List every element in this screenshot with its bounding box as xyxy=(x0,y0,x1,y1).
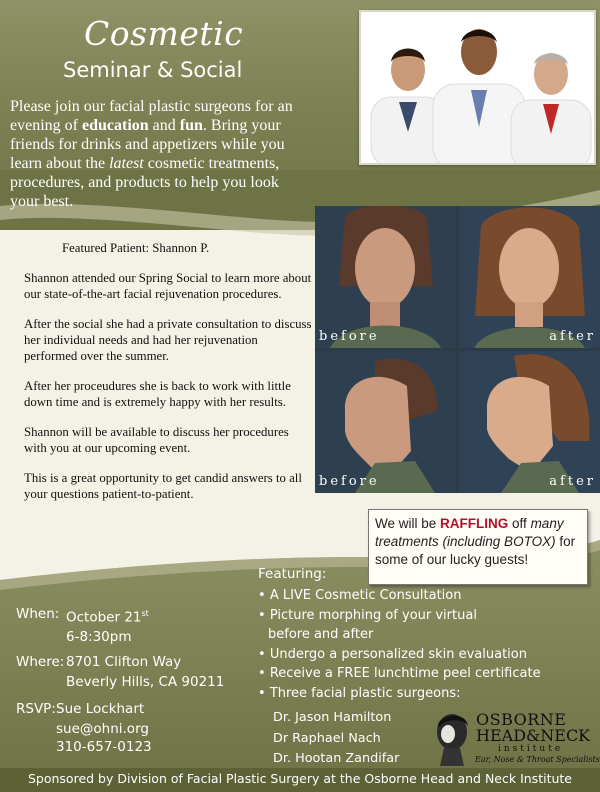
event-time: 6-8:30pm xyxy=(66,629,132,645)
feature-text: Receive a FREE lunchtime peel certificate xyxy=(269,666,541,681)
story-paragraph: Shannon will be available to discuss her procedures with you at our upcoming event. xyxy=(24,425,289,455)
after-profile-photo xyxy=(459,351,600,493)
feature-text: Undergo a personalized skin evaluation xyxy=(269,646,527,662)
feature-list xyxy=(258,586,588,703)
surgeon-name: Dr. Jason Hamilton xyxy=(273,710,392,725)
after-label: after xyxy=(549,329,596,344)
surgeon-name: Dr. Hootan Zandifar xyxy=(273,751,400,766)
after-front-photo xyxy=(459,206,600,348)
after-label: after xyxy=(549,474,596,489)
intro-text: Please join our facial plastic surgeons for an evening of xyxy=(10,98,293,134)
feature-text: A LIVE Cosmetic Consultation xyxy=(269,588,462,603)
intro-emphasis: education xyxy=(81,117,149,134)
featured-patient-heading: Featured Patient: Shannon P. xyxy=(62,241,210,255)
raffle-text: off xyxy=(508,516,531,531)
surgeon-name: Dr Raphael Nach xyxy=(273,730,381,746)
statue-head-icon xyxy=(430,708,474,768)
intro-text: cosmetic treatments, procedures, and products to help you look your best. xyxy=(10,155,280,210)
intro-italic: latest xyxy=(109,155,144,172)
before-profile-photo xyxy=(315,351,456,493)
feature-item: • A LIVE Cosmetic Consultation xyxy=(258,588,462,603)
featuring-heading: Featuring: xyxy=(258,566,327,582)
before-after-grid xyxy=(315,206,600,493)
before-label: before xyxy=(319,329,380,344)
story-paragraph: This is a great opportunity to get candid answers to all your questions patient-to-patient. xyxy=(24,471,302,501)
intro-text: and xyxy=(148,117,180,134)
feature-item: • Receive a FREE lunchtime peel certificate xyxy=(258,666,541,681)
raffle-text: for some of our lucky guests! xyxy=(375,534,576,567)
logo-line-3: institute xyxy=(498,744,564,754)
osborne-logo xyxy=(430,708,600,768)
raffle-italic: treatments (including BOTOX) xyxy=(375,534,556,549)
surgeon-list xyxy=(273,708,399,770)
intro-paragraph xyxy=(10,97,310,211)
before-label: before xyxy=(319,474,380,489)
event-date xyxy=(66,604,149,628)
feature-item-continued: before and after xyxy=(268,627,374,642)
before-front-photo xyxy=(315,206,456,348)
feature-text: Three facial plastic surgeons: xyxy=(269,685,461,701)
event-title: Cosmetic xyxy=(84,14,244,53)
story-paragraph: After the social she had a private consultation to discuss her individual needs and had her rejuvenation performed over the summer. xyxy=(24,317,312,363)
intro-emphasis: fun xyxy=(179,117,203,134)
raffle-text: We will be xyxy=(375,516,441,531)
logo-line-2: HEAD&NECK xyxy=(476,726,591,745)
intro-text: . Bring your friends for drinks and appetizers while you learn about the xyxy=(10,117,285,172)
raffle-callout xyxy=(368,509,588,585)
where-label: Where: xyxy=(16,654,65,670)
logo-line-1: OSBORNE xyxy=(476,710,567,729)
rsvp-phone[interactable]: 310-657-0123 xyxy=(56,739,152,755)
when-label: When: xyxy=(16,606,60,622)
rsvp-label: RSVP: xyxy=(16,701,56,717)
event-date-text: October 21 xyxy=(66,609,142,626)
address-line-2: Beverly Hills, CA 90211 xyxy=(66,674,225,690)
event-subtitle: Seminar & Social xyxy=(63,58,243,82)
feature-item: • Undergo a personalized skin evaluation xyxy=(258,646,527,662)
feature-item: • Picture morphing of your virtual xyxy=(258,607,477,623)
sponsor-footer: Sponsored by Division of Facial Plastic Surgery at the Osborne Head and Neck Institute xyxy=(0,768,600,792)
rsvp-name: Sue Lockhart xyxy=(56,701,145,717)
feature-item: • Three facial plastic surgeons: xyxy=(258,685,461,701)
patient-story xyxy=(24,240,314,516)
logo-line-4: Ear, Nose & Throat Specialists xyxy=(475,755,600,764)
surgeons-photo xyxy=(359,10,596,165)
raffle-highlight: RAFFLING xyxy=(440,516,509,531)
feature-text: Picture morphing of your virtual xyxy=(269,607,477,623)
raffle-italic: many xyxy=(530,516,564,531)
address-line-1: 8701 Clifton Way xyxy=(66,654,182,670)
event-date-suffix: st xyxy=(141,609,149,618)
story-paragraph: After her proceudures she is back to work with little down time and is extremely happy with her results. xyxy=(24,379,291,409)
rsvp-email[interactable]: sue@ohni.org xyxy=(56,721,149,737)
story-paragraph: Shannon attended our Spring Social to learn more about our state-of-the-art facial rejuvenation procedures. xyxy=(24,271,312,301)
